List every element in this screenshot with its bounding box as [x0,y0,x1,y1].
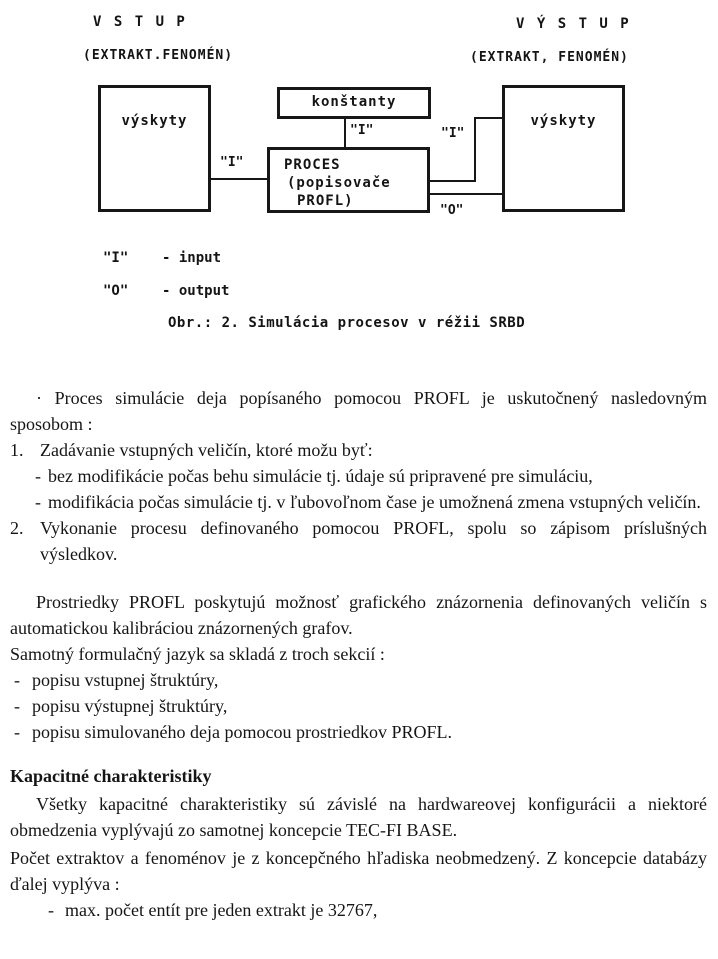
numbered-item-2-text: Vykonanie procesu definovaného pomocou PROFL, spolu so zápisom príslušných výsledkov. [40,518,707,564]
sub-item-2-dash: - [35,492,41,512]
output-header-title: V Ý S T U P [516,16,631,32]
section-item-2-text: popisu výstupnej štruktúry, [32,696,228,716]
capacity-item-text: max. počet entít pre jeden extrakt je 32767, [65,900,378,920]
section-item-3 [10,719,707,745]
constants-i-label: "I" [350,123,374,138]
constants-to-process-line [344,118,346,147]
process-label-line1: PROCES [284,157,341,173]
process-label-line3: PROFL) [297,193,354,209]
legend-row-output [103,283,229,299]
legend-output-meaning: - output [162,283,230,299]
sub-item-1-text: bez modifikácie počas behu simulácie tj. údaje sú pripravené pre simuláciu, [48,466,593,486]
section-item-1-text: popisu vstupnej štruktúry, [32,670,219,690]
section-item-2 [10,693,707,719]
output-i-label: "I" [441,126,465,141]
capacity-heading: Kapacitné charakteristiky [10,766,212,786]
process-to-output-i-line-h1 [429,180,476,182]
section-item-1-dash: - [14,670,20,690]
paragraph-capacity-2: Počet extraktov a fenoménov je z koncepčného hľadiska neobmedzený. Z koncepcie databázy ďalej vyplýva : [10,848,707,894]
legend-input-meaning: - input [162,250,222,266]
process-to-output-o-line [429,193,503,195]
paragraph-profl-graphics: Prostriedky PROFL poskytujú možnosť grafického znázornenia definovaných veličín s automatickou kalibráciou znázornených grafov. [10,592,707,638]
output-occurrences-box [502,85,625,212]
section-item-3-text: popisu simulovaného deja pomocou prostriedkov PROFL. [32,722,452,742]
input-occurrences-label: výskyty [121,113,188,129]
output-occurrences-label: výskyty [530,113,597,129]
input-header-subtitle: (EXTRAKT.FENOMÉN) [83,48,234,63]
numbered-item-2 [10,515,707,567]
output-header-subtitle: (EXTRAKT, FENOMÉN) [470,50,629,65]
process-to-output-i-line-h2 [474,117,503,119]
section-item-3-dash: - [14,722,20,742]
input-header-title: V S T U P [93,14,187,30]
legend-output-symbol: "O" [103,283,129,299]
numbered-item-1-marker: 1. [10,440,24,460]
paragraph-capacity-1: Všetky kapacitné charakteristiky sú závislé na hardwareovej konfigurácii a niektoré obmedzenia vyplývajú zo samotnej koncepcie TEC-FI BASE. [10,794,707,840]
capacity-item-dash: - [48,900,54,920]
numbered-item-1-text: Zadávanie vstupných veličín, ktoré možu byť: [40,440,373,460]
input-i-label: "I" [220,155,244,170]
section-item-1 [10,667,707,693]
figure-caption: Obr.: 2. Simulácia procesov v réžii SRBD [168,315,526,331]
process-box [267,147,430,213]
process-to-output-i-line-v [474,117,476,182]
numbered-item-1 [10,437,707,463]
process-label-line2: (popisovače [287,175,391,191]
capacity-item-max-entities [10,897,707,923]
sub-item-1 [10,463,707,489]
legend-input-symbol: "I" [103,250,129,266]
output-o-label: "O" [440,203,464,218]
legend-row-input [103,250,221,266]
sub-item-2 [10,489,707,515]
body-text [10,385,707,923]
sub-item-2-text: modifikácia počas simulácie tj. v ľubovoľnom čase je umožnená zmena vstupných veličín. [48,492,701,512]
section-item-2-dash: - [14,696,20,716]
sub-item-1-dash: - [35,466,41,486]
paragraph-intro: · Proces simulácie deja popísaného pomocou PROFL je uskutočnený nasledovným sposobom : [10,388,707,434]
constants-box [277,87,431,119]
paragraph-language-sections: Samotný formulačný jazyk sa skladá z troch sekcií : [10,644,385,664]
constants-label: konštanty [311,94,397,110]
input-occurrences-box [98,85,211,212]
input-to-process-line [209,178,267,180]
numbered-item-2-marker: 2. [10,518,24,538]
